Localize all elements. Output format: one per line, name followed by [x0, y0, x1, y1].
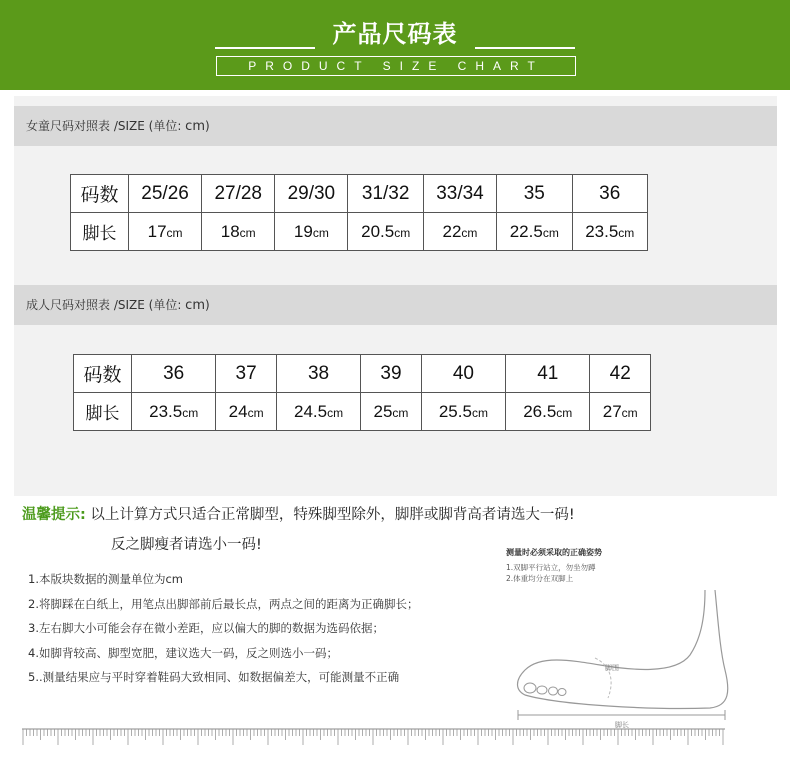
note-item: 2.将脚踩在白纸上，用笔点出脚部前后最长点，两点之间的距离为正确脚长； — [28, 596, 419, 611]
title-divider-right — [475, 47, 575, 49]
page-title: 产品尺码表 — [332, 20, 458, 48]
length-cell — [423, 213, 496, 251]
length-value: 19 — [293, 221, 313, 241]
length-value: 23.5 — [585, 221, 619, 241]
length-value: 26.5 — [523, 401, 557, 421]
size-cell: 27/28 — [202, 175, 275, 213]
size-cell: 42 — [590, 355, 651, 393]
size-cell: 35 — [497, 175, 572, 213]
length-value: 22 — [442, 221, 462, 241]
length-cell — [361, 393, 422, 431]
kids-heading-text: 女童尺码对照表 /SIZE (单位: — [26, 119, 186, 133]
title-divider-left — [215, 47, 315, 49]
length-cell — [276, 393, 360, 431]
length-unit: cm — [392, 405, 409, 420]
note-item: 4.如脚背较高、脚型宽肥，建议选大一码，反之则选小一码； — [28, 645, 338, 660]
note-item: 1.本版块数据的测量单位为cm — [28, 572, 183, 586]
length-cell — [202, 213, 275, 251]
size-cell: 41 — [506, 355, 590, 393]
length-cell — [572, 213, 648, 251]
adults-length-row — [74, 393, 651, 431]
size-cell: 36 — [572, 175, 648, 213]
length-cell — [497, 213, 572, 251]
kids-size-row — [71, 175, 648, 213]
adults-heading-text: 成人尺码对照表 /SIZE (单位: — [26, 298, 186, 312]
length-cell — [506, 393, 590, 431]
size-cell: 31/32 — [348, 175, 423, 213]
length-unit: cm — [327, 405, 344, 420]
length-cell — [129, 213, 202, 251]
length-cell — [590, 393, 651, 431]
figure-tip: 2.体重均分在双脚上 — [506, 574, 574, 583]
length-unit: cm — [556, 405, 573, 420]
length-value: 20.5 — [361, 221, 395, 241]
figure-title: 测量时必须采取的正确姿势 — [506, 548, 602, 557]
length-unit: cm — [542, 225, 559, 240]
length-unit: cm — [182, 405, 199, 420]
length-value: 25.5 — [438, 401, 472, 421]
length-unit: cm — [621, 405, 638, 420]
length-unit: cm — [461, 225, 478, 240]
size-cell: 33/34 — [423, 175, 496, 213]
ruler-graphic — [22, 728, 725, 748]
adults-size-row — [74, 355, 651, 393]
length-cell — [421, 393, 505, 431]
length-value: 24.5 — [293, 401, 328, 421]
tip-text-1: 以上计算方式只适合正常脚型，特殊脚型除外，脚胖或脚背高者请选大一码! — [90, 507, 575, 523]
length-unit: cm — [239, 225, 256, 240]
kids-section-heading — [14, 106, 777, 146]
length-label: 脚长 — [615, 721, 629, 729]
note-item: 5..测量结果应与平时穿着鞋码大致相同、如数据偏差大，可能测量不正确 — [28, 670, 400, 684]
length-value: 22.5 — [509, 221, 543, 241]
length-value: 24 — [228, 401, 248, 421]
size-cell: 40 — [421, 355, 505, 393]
length-cell — [348, 213, 423, 251]
kids-heading-unit: cm — [185, 119, 205, 134]
length-value: 25 — [373, 401, 393, 421]
kids-length-row — [71, 213, 648, 251]
length-unit: cm — [312, 225, 329, 240]
length-unit: cm — [394, 225, 411, 240]
length-value: 23.5 — [149, 401, 183, 421]
size-cell: 25/26 — [129, 175, 202, 213]
length-cell — [132, 393, 216, 431]
row-label-size: 码数 — [71, 175, 129, 213]
length-unit: cm — [471, 405, 488, 420]
row-label-length: 脚长 — [71, 213, 129, 251]
length-value: 18 — [220, 221, 240, 241]
girth-label: 脚围 — [605, 664, 619, 672]
size-cell: 36 — [132, 355, 216, 393]
note-item: 3.左右脚大小可能会存在微小差距，应以偏大的脚的数据为选码依据； — [28, 621, 384, 635]
page-subtitle: PRODUCT SIZE CHART — [216, 56, 576, 76]
length-cell — [216, 393, 277, 431]
tip-label: 温馨提示: — [22, 507, 86, 523]
adults-section-heading — [14, 285, 777, 325]
row-label-length: 脚长 — [74, 393, 132, 431]
tip-text-2: 反之脚瘦者请选小一码! — [111, 537, 262, 553]
tip-line-1 — [22, 503, 575, 524]
adults-size-table — [73, 354, 651, 431]
length-unit: cm — [247, 405, 264, 420]
length-value: 27 — [602, 401, 622, 421]
header-banner — [0, 0, 790, 90]
adults-heading-unit: cm — [185, 298, 205, 313]
size-cell: 38 — [276, 355, 360, 393]
size-cell: 29/30 — [275, 175, 348, 213]
measurement-notes — [28, 570, 418, 693]
length-unit: cm — [166, 225, 183, 240]
kids-size-table — [70, 174, 648, 251]
adults-heading-close: ) — [204, 298, 210, 312]
row-label-size: 码数 — [74, 355, 132, 393]
foot-illustration — [500, 540, 780, 740]
length-value: 17 — [147, 221, 167, 241]
kids-heading-close: ) — [204, 119, 210, 133]
size-cell: 39 — [361, 355, 422, 393]
figure-tip: 1.双脚平行站立，勿坐勿蹲 — [506, 563, 596, 572]
length-unit: cm — [618, 225, 635, 240]
size-cell: 37 — [216, 355, 277, 393]
length-cell — [275, 213, 348, 251]
